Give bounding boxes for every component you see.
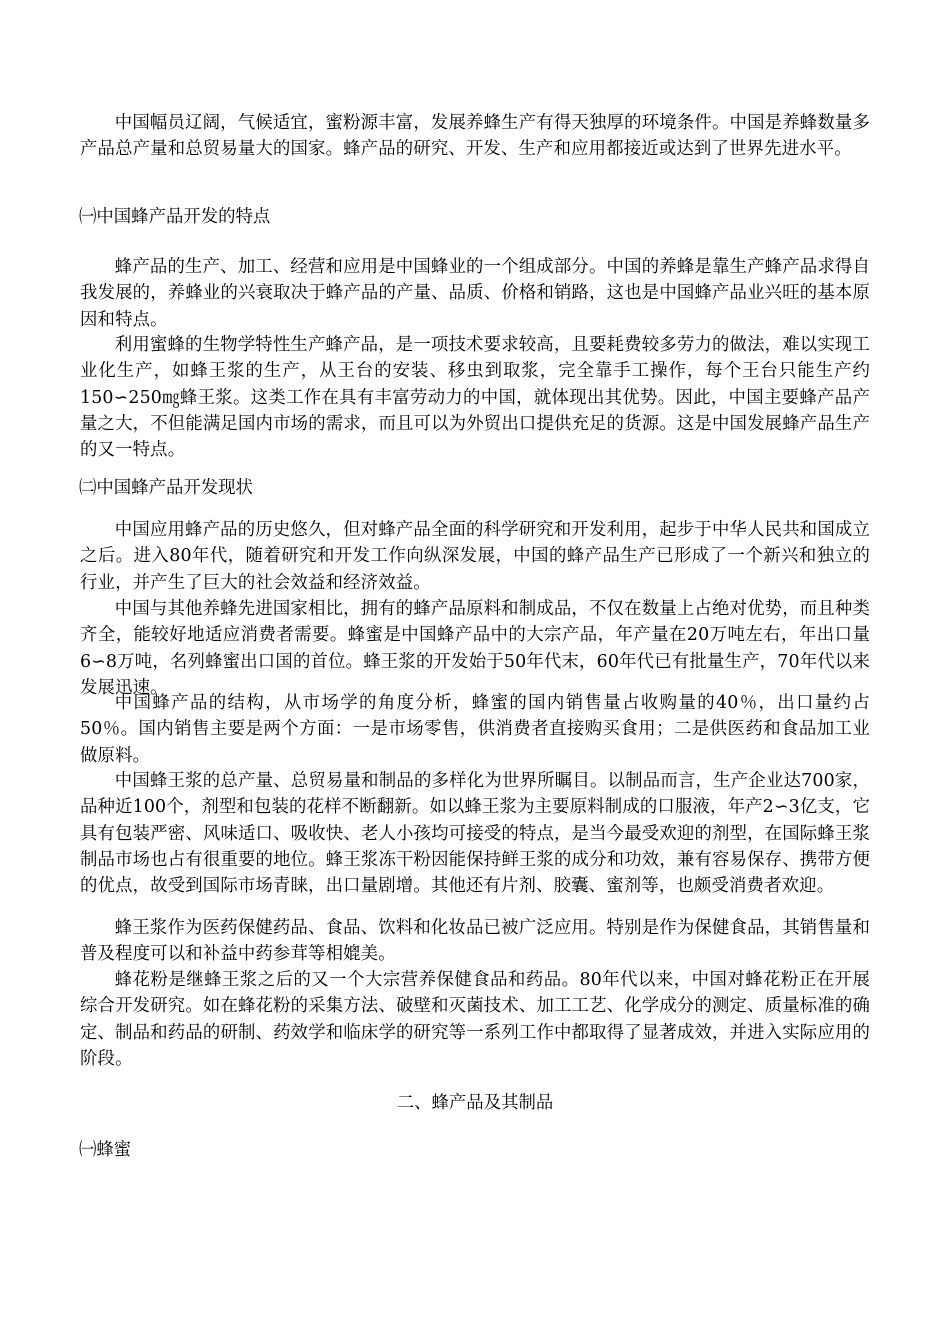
status-paragraph-3: 中国蜂产品的结构，从市场学的角度分析，蜂蜜的国内销售量占收购量的40％，出口量约占50％。国内销售主要是两个方面：一是市场零售，供消费者直接购买食用；二是供医药和食品加工业做原料。 (80, 693, 870, 766)
intro-paragraph: 中国幅员辽阔，气候适宜，蜜粉源丰富，发展养蜂生产有得天独厚的环境条件。中国是养蜂数量多产品总产量和总贸易量大的国家。蜂产品的研究、开发、生产和应用都接近或达到了世界先进水平。 (80, 113, 870, 160)
subsection-heading-status: ㈡中国蜂产品开发现状 (79, 478, 253, 498)
subsection-heading-honey: ㈠蜂蜜 (79, 1140, 132, 1160)
status-paragraph-1: 中国应用蜂产品的历史悠久，但对蜂产品全面的科学研究和开发利用，起步于中华人民共和国成立之后。进入80年代，随着研究和开发工作向纵深发展，中国的蜂产品生产已形成了一个新兴和独立的行业，并产生了巨大的社会效益和经济效益。 (80, 520, 870, 593)
status-paragraph-5: 蜂王浆作为医药保健药品、食品、饮料和化妆品已被广泛应用。特别是作为保健食品，其销售量和普及程度可以和补益中药参茸等相媲美。 (80, 918, 870, 965)
status-paragraph-2: 中国与其他养蜂先进国家相比，拥有的蜂产品原料和制成品，不仅在数量上占绝对优势，而且种类齐全，能较好地适应消费者需要。蜂蜜是中国蜂产品中的大宗产品，年产量在20万吨左右，年出口量6∽8万吨，名列蜂蜜出口国的首位。蜂王浆的开发始于50年代末，60年代已有批量生产，70年代以来发展迅速。 (80, 599, 870, 698)
status-paragraph-6: 蜂花粉是继蜂王浆之后的又一个大宗营养保健食品和药品。80年代以来，中国对蜂花粉正在开展综合开发研究。如在蜂花粉的采集方法、破壁和灭菌技术、加工工艺、化学成分的测定、质量标准的确定、制品和药品的研制、药效学和临床学的研究等一系列工作中都取得了显著成效，并进入实际应用的阶段。 (80, 970, 870, 1069)
status-paragraph-4: 中国蜂王浆的总产量、总贸易量和制品的多样化为世界所瞩目。以制品而言，生产企业达700家，品种近100个，剂型和包装的花样不断翻新。如以蜂王浆为主要原料制成的口服液，年产2∽3亿支，它具有包装严密、风味适口、吸收快、老人小孩均可接受的特点，是当今最受欢迎的剂型，在国际蜂王浆制品市场也占有很重要的地位。蜂王浆冻干粉因能保持鲜王浆的成分和功效，兼有容易保存、携带方便的优点，故受到国际市场青睐，出口量剧增。其他还有片剂、胶囊、蜜剂等，也颇受消费者欢迎。 (80, 771, 870, 897)
subsection-heading-features: ㈠中国蜂产品开发的特点 (79, 207, 271, 227)
section-title-products: 二、蜂产品及其制品 (396, 1093, 554, 1113)
features-paragraph-2: 利用蜜蜂的生物学特性生产蜂产品，是一项技术要求较高，且要耗费较多劳力的做法，难以实现工业化生产，如蜂王浆的生产，从王台的安装、移虫到取浆，完全靠手工操作，每个王台只能生产约150∽250㎎蜂王浆。这类工作在具有丰富劳动力的中国，就体现出其优势。因此，中国主要蜂产品产量之大，不但能满足国内市场的需求，而且可以为外贸出口提供充足的货源。这是中国发展蜂产品生产的又一特点。 (80, 335, 870, 461)
features-paragraph-1: 蜂产品的生产、加工、经营和应用是中国蜂业的一个组成部分。中国的养蜂是靠生产蜂产品求得自我发展的，养蜂业的兴衰取决于蜂产品的产量、品质、价格和销路，这也是中国蜂产品业兴旺的基本原因和特点。 (80, 257, 870, 330)
